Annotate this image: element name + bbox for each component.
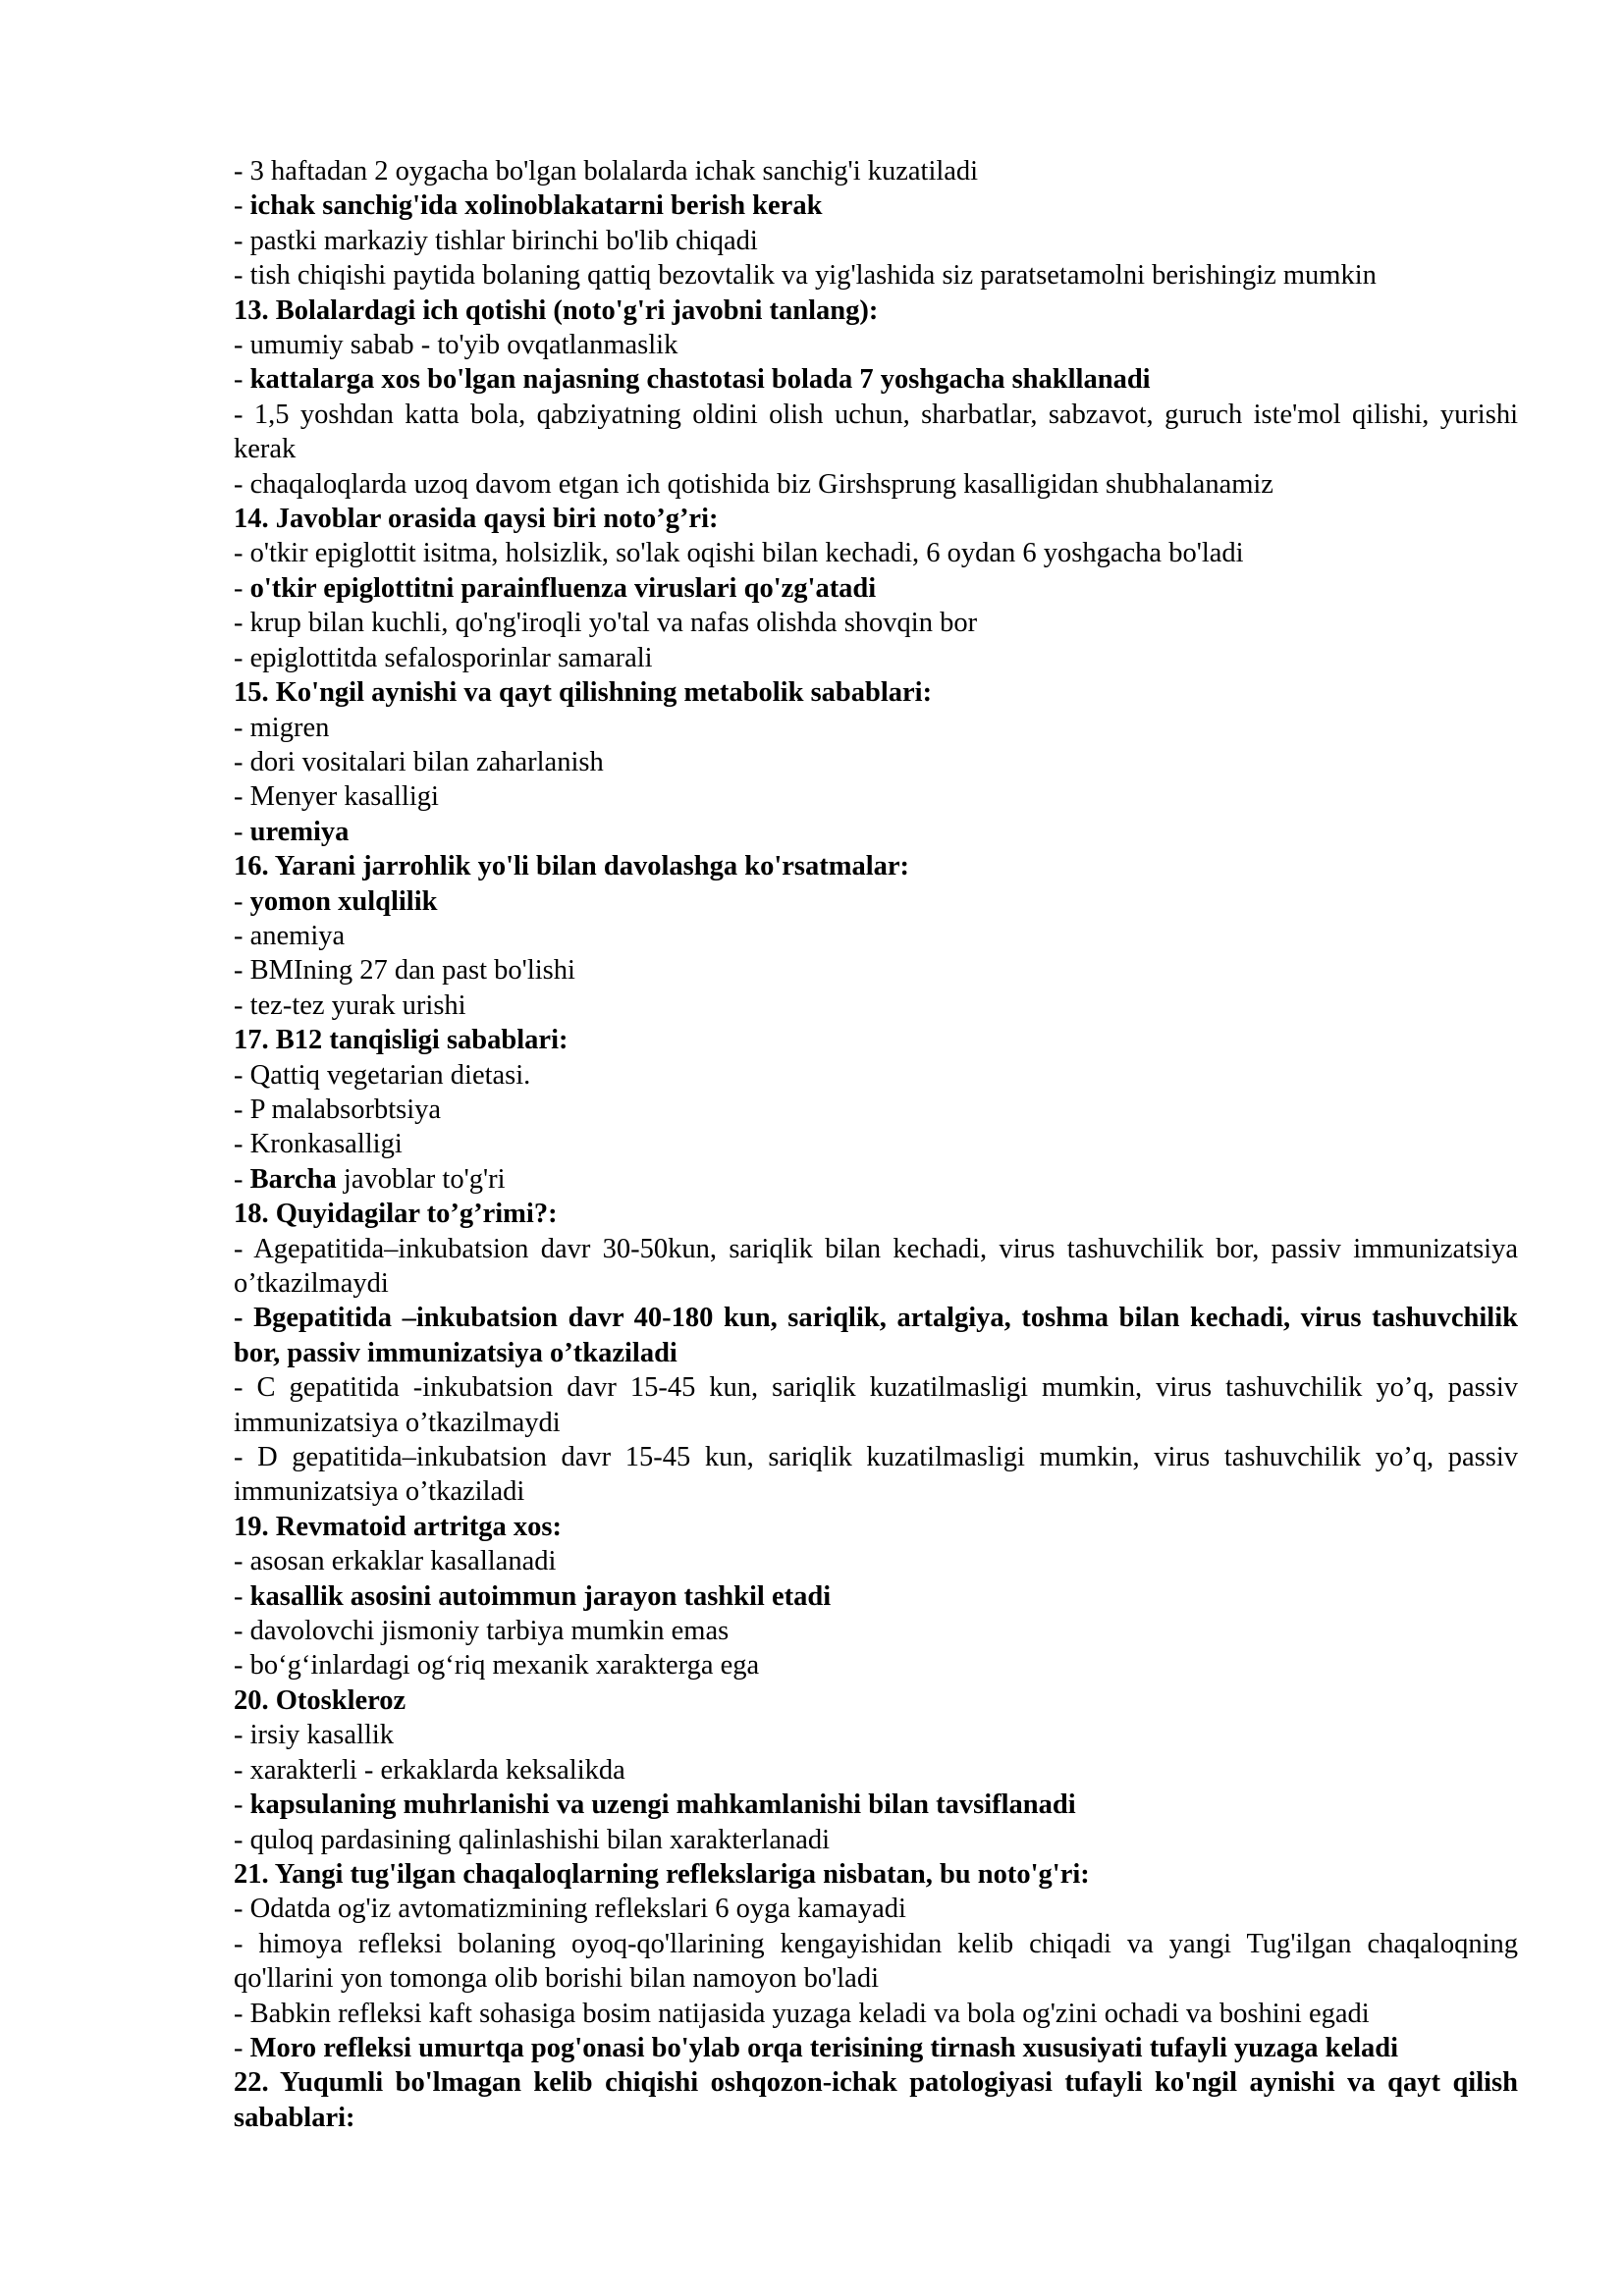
text-segment: - 1,5 yoshdan katta bola, qabziyatning oldini olish uchun, sharbatlar, sabzavot, guruch iste'mol qilishi, yurishi kerak bbox=[234, 399, 1518, 465]
text-segment: - bbox=[234, 2032, 250, 2063]
text-line bbox=[234, 1197, 1518, 1231]
text-segment: - bbox=[234, 816, 250, 847]
text-line bbox=[234, 919, 1518, 953]
text-line bbox=[234, 1892, 1518, 1926]
text-segment: - BMIning 27 dan past bo'lishi bbox=[234, 955, 575, 987]
bold-text-segment: 13. Bolalardagi ich qotishi (noto'g'ri javobni tanlang): bbox=[234, 294, 879, 326]
text-line bbox=[234, 675, 1518, 710]
text-segment: - anemiya bbox=[234, 920, 346, 951]
text-line bbox=[234, 502, 1518, 536]
text-segment: - D gepatitida–inkubatsion davr 15-45 kun, sariqlik kuzatilmasligi mumkin, virus tashuvchilik yo’q, passiv immunizatsiya o’tkaziladi bbox=[234, 1442, 1518, 1508]
text-line bbox=[234, 779, 1518, 814]
bold-text-segment: o'tkir epiglottitni parainfluenza viruslari qo'zg'atadi bbox=[249, 572, 877, 604]
text-line bbox=[234, 294, 1518, 328]
text-line bbox=[234, 711, 1518, 745]
bold-text-segment: 14. Javoblar orasida qaysi biri noto’g’ri: bbox=[234, 504, 719, 535]
bold-text-segment: 22. Yuqumli bo'lmagan kelib chiqishi oshqozon-ichak patologiyasi tufayli ko'ngil aynishi va qayt qilish sabablari: bbox=[234, 2067, 1518, 2133]
text-line bbox=[234, 1370, 1518, 1440]
text-line bbox=[234, 571, 1518, 606]
bold-text-segment: yomon xulqlilik bbox=[249, 885, 438, 917]
text-line bbox=[234, 258, 1518, 293]
text-segment: - davolovchi jismoniy tarbiya mumkin emas bbox=[234, 1616, 730, 1647]
text-line bbox=[234, 1232, 1518, 1302]
text-line bbox=[234, 849, 1518, 883]
text-line bbox=[234, 1857, 1518, 1892]
text-line bbox=[234, 362, 1518, 397]
text-line bbox=[234, 1718, 1518, 1752]
text-line bbox=[234, 1614, 1518, 1648]
text-line bbox=[234, 953, 1518, 988]
text-line bbox=[234, 988, 1518, 1023]
text-line bbox=[234, 1162, 1518, 1197]
text-line bbox=[234, 745, 1518, 779]
bold-text-segment: 21. Yangi tug'ilgan chaqaloqlarning reflekslariga nisbatan, bu noto'g'ri: bbox=[234, 1858, 1090, 1890]
text-segment: - bbox=[234, 885, 250, 917]
text-segment: - chaqaloqlarda uzoq davom etgan ich qotishida biz Girshsprung kasalligidan shubhalanamiz bbox=[234, 468, 1273, 500]
text-segment: - tez-tez yurak urishi bbox=[234, 989, 466, 1021]
text-line bbox=[234, 1127, 1518, 1161]
text-line bbox=[234, 154, 1518, 188]
text-segment: - bbox=[234, 1163, 250, 1195]
bold-text-segment: kapsulaning muhrlanishi va uzengi mahkamlanishi bilan tavsiflanadi bbox=[249, 1789, 1076, 1821]
text-line bbox=[234, 1023, 1518, 1057]
text-segment: - P malabsorbtsiya bbox=[234, 1094, 442, 1125]
text-segment: - Odatda og'iz avtomatizmining reflekslari 6 oyga kamayadi bbox=[234, 1894, 906, 1925]
text-line bbox=[234, 815, 1518, 849]
text-line bbox=[234, 328, 1518, 362]
text-segment: - quloq pardasining qalinlashishi bilan xarakterlanadi bbox=[234, 1824, 831, 1855]
text-segment: - xarakterli - erkaklarda keksalikda bbox=[234, 1754, 625, 1786]
text-line bbox=[234, 467, 1518, 502]
text-line bbox=[234, 606, 1518, 640]
text-segment: - dori vositalari bilan zaharlanish bbox=[234, 746, 604, 777]
bold-text-segment: 18. Quyidagilar to’g’rimi?: bbox=[234, 1199, 558, 1230]
text-line bbox=[234, 398, 1518, 467]
text-segment: - umumiy sabab - to'yib ovqatlanmaslik bbox=[234, 330, 678, 361]
text-segment: - Menyer kasalligi bbox=[234, 781, 439, 813]
text-segment: - tish chiqishi paytida bolaning qattiq bezovtalik va yig'lashida siz paratsetamolni berishingiz mumkin bbox=[234, 260, 1377, 292]
bold-text-segment: kattalarga xos bo'lgan najasning chastotasi bolada 7 yoshgacha shakllanadi bbox=[249, 364, 1151, 396]
text-segment: - migren bbox=[234, 712, 330, 743]
text-segment: - bbox=[234, 364, 250, 396]
bold-text-segment: 15. Ko'ngil aynishi va qayt qilishning metabolik sabablari: bbox=[234, 677, 933, 709]
text-segment: javoblar to'g'ri bbox=[336, 1163, 506, 1195]
text-segment: - irsiy kasallik bbox=[234, 1720, 395, 1751]
bold-text-segment: 19. Revmatoid artritga xos: bbox=[234, 1511, 563, 1542]
text-segment: - 3 haftadan 2 oygacha bo'lgan bolalarda ichak sanchig'i kuzatiladi bbox=[234, 156, 979, 187]
text-segment: - Qattiq vegetarian dietasi. bbox=[234, 1059, 531, 1091]
bold-text-segment: Barcha bbox=[249, 1163, 337, 1195]
text-line bbox=[234, 536, 1518, 570]
bold-text-segment: 17. B12 tanqisligi sabablari: bbox=[234, 1025, 568, 1056]
text-segment: - bbox=[234, 190, 250, 222]
bold-text-segment: kasallik asosini autoimmun jarayon tashkil etadi bbox=[249, 1580, 832, 1612]
text-line bbox=[234, 224, 1518, 258]
text-segment: - krup bilan kuchli, qo'ng'iroqli yo'tal va nafas olishda shovqin bor bbox=[234, 608, 978, 639]
text-line bbox=[234, 1058, 1518, 1093]
text-line bbox=[234, 1753, 1518, 1788]
text-segment: - pastki markaziy tishlar birinchi bo'lib chiqadi bbox=[234, 225, 758, 256]
text-line bbox=[234, 1440, 1518, 1510]
document-body bbox=[234, 154, 1518, 2135]
text-line bbox=[234, 1997, 1518, 2031]
bold-text-segment: Moro refleksi umurtqa pog'onasi bo'ylab orqa terisining tirnash xususiyati tufayli yuzaga keladi bbox=[249, 2032, 1399, 2063]
text-segment: - Kronkasalligi bbox=[234, 1129, 403, 1160]
text-line bbox=[234, 1544, 1518, 1578]
text-line bbox=[234, 188, 1518, 223]
text-segment: - epiglottitda sefalosporinlar samarali bbox=[234, 642, 653, 673]
text-line bbox=[234, 1927, 1518, 1997]
text-segment: - C gepatitida -inkubatsion davr 15-45 kun, sariqlik kuzatilmasligi mumkin, virus tashuvchilik yo’q, passiv immunizatsiya o’tkazilmaydi bbox=[234, 1372, 1518, 1438]
text-line bbox=[234, 1788, 1518, 1822]
bold-text-segment: 16. Yarani jarrohlik yo'li bilan davolashga ko'rsatmalar: bbox=[234, 851, 910, 882]
text-segment: - bo‘g‘inlardagi og‘riq mexanik xarakterga ega bbox=[234, 1650, 760, 1682]
text-line bbox=[234, 1093, 1518, 1127]
text-line bbox=[234, 2031, 1518, 2065]
text-line bbox=[234, 1579, 1518, 1614]
text-segment: - Agepatitida–inkubatsion davr 30-50kun, sariqlik bilan kechadi, virus tashuvchilik bor, passiv immunizatsiya o’tkazilmaydi bbox=[234, 1233, 1518, 1299]
bold-text-segment: ichak sanchig'ida xolinoblakatarni berish kerak bbox=[249, 190, 823, 222]
text-line bbox=[234, 2065, 1518, 2135]
text-segment: - bbox=[234, 1580, 250, 1612]
text-segment: - bbox=[234, 1789, 250, 1821]
text-line bbox=[234, 884, 1518, 919]
text-segment: - Babkin refleksi kaft sohasiga bosim natijasida yuzaga keladi va bola og'zini ochadi va boshini egadi bbox=[234, 1998, 1370, 2029]
bold-text-segment: 20. Otoskleroz bbox=[234, 1684, 406, 1716]
text-segment: - o'tkir epiglottit isitma, holsizlik, so'lak oqishi bilan kechadi, 6 oydan 6 yoshgacha bo'ladi bbox=[234, 538, 1244, 569]
text-line bbox=[234, 1683, 1518, 1718]
text-segment: - bbox=[234, 572, 250, 604]
text-line bbox=[234, 1823, 1518, 1857]
text-line bbox=[234, 641, 1518, 675]
text-line bbox=[234, 1510, 1518, 1544]
text-segment: - himoya refleksi bolaning oyoq-qo'llarining kengayishidan kelib chiqadi va yangi Tug'ilgan chaqaloqning qo'llarini yon tomonga olib borishi bilan namoyon bo'ladi bbox=[234, 1928, 1518, 1995]
text-segment: - asosan erkaklar kasallanadi bbox=[234, 1546, 557, 1577]
bold-text-segment: uremiya bbox=[249, 816, 350, 847]
text-line bbox=[234, 1301, 1518, 1370]
bold-text-segment: - Bgepatitida –inkubatsion davr 40-180 kun, sariqlik, artalgiya, toshma bilan kechadi, virus tashuvchilik bor, passiv immunizatsiya o’tkaziladi bbox=[234, 1303, 1518, 1368]
text-line bbox=[234, 1648, 1518, 1682]
